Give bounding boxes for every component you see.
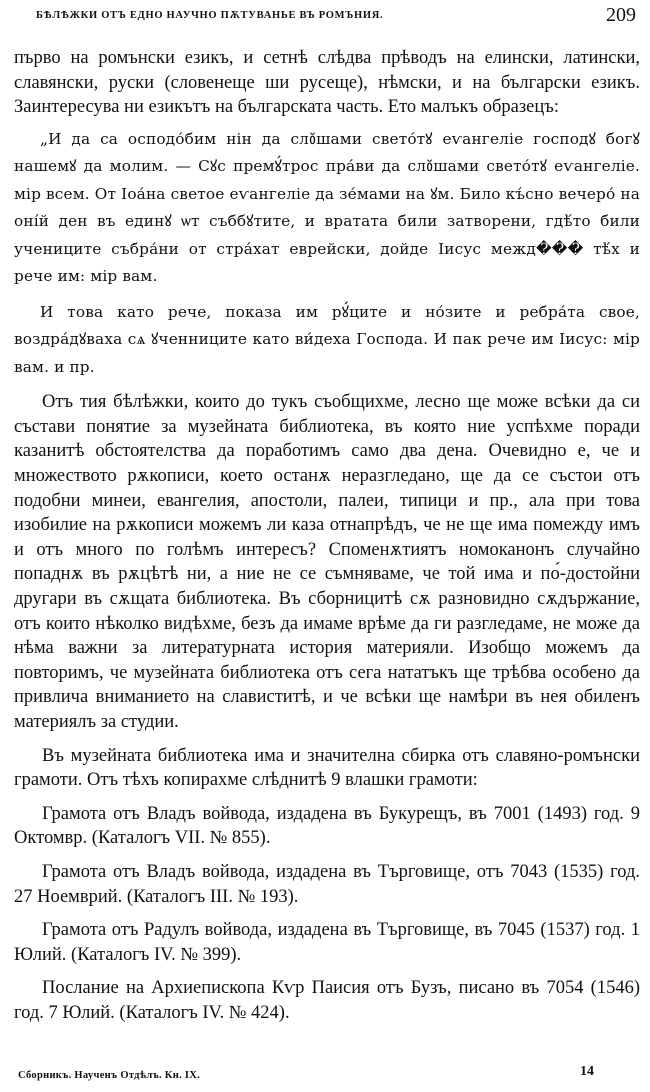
page-footer [0, 1064, 650, 1086]
sheet-number: 14 [580, 1064, 594, 1079]
page-number: 209 [606, 4, 636, 26]
body-text [14, 46, 640, 1026]
paragraph-charters: Въ музейната библиотека има и значителна сбирка отъ славяно-ромънски грамоти. Отъ тѣхъ копирахме слѣднитѣ 9 влашки грамоти: [14, 745, 640, 791]
running-head [0, 4, 650, 30]
quote-church-slavonic-2: И това като рече, показа им рꙋ́ците и но́зите и ребра́та свое, воздра́дꙋваха сѧ ꙋченниците като ви́деха Господа. И пак рече им Іисус: мір вам. и пр. [14, 302, 640, 376]
quote-church-slavonic-1: „И да са осподо́бим нін да слᲂ̆шами свето́тꙋ еѵангеліе господꙋ богꙋ нашемꙋ да молим. — Сꙋс премꙋ́трос пра́ви да слᲂ̆шами свето́тꙋ еѵангеліе. мір всем. От Іоа́на светое еѵангеліе да зе́мами на ꙋм. Било къ́сно вечеро́ на оні́й ден въ единꙋ ѡт съббꙋтите, и вратата били затворени, гдѣ́то били учениците събра́ни от стра́хат еврейски, дойде Іисус межд��� тѣ́х и рече им: мір вам. [14, 129, 640, 286]
charter-entry: Грамота отъ Владъ войвода, издадена въ Търговище, отъ 7043 (1535) год. 27 Ноемврий. (Каталогъ III. № 193). [14, 861, 640, 907]
footer-signature: Сборникъ. Наученъ Отдѣлъ. Кн. IX. [18, 1070, 201, 1081]
running-title: БѢЛѢЖКИ ОТЪ ЕДНО НАУЧНО ПѪТУВАНЬЕ ВЪ РОМЪНИЯ. [36, 10, 384, 21]
charter-entry: Грамота отъ Радулъ войвода, издадена въ Търговище, въ 7045 (1537) год. 1 Юлий. (Каталогъ IV. № 399). [14, 920, 640, 965]
charter-entry: Послание на Архиепископа Кѵр Паисия отъ Бузъ, писано въ 7054 (1546) год. 7 Юлий. (Каталогъ IV. № 424). [14, 978, 640, 1023]
paragraph-intro: първо на ромънски езикъ, и сетнѣ слѣдва прѣводъ на елински, латински, славянски, руски (словенеще ши русеще), нѣмски, и на български езикъ. Заинтересува ни езикътъ на българската часть. Ето малъкъ образецъ: [14, 48, 640, 118]
paragraph-library: Отъ тия бѣлѣжки, които до тукъ съобщихме, лесно ще може всѣки да си състави понятие за музейната библиотека, въ която ние успѣхме поради казанитѣ обстоятелства да поработимъ само два дена. Очевидно е, че и множеството рѫкописи, което останѫ неразгледано, ще да се състои отъ подобни минеи, евангелия, апостоли, палеи, типици и пр., ала при това изобилие на рѫкописи можемъ ли каза отнапрѣдъ, че не ще има помежду имъ и отъ много по голѣмъ интересъ? Споменѫтиятъ номоканонъ случайно попаднѫ въ рѫцѣтѣ ни, а ние не се съмняваме, че той има и по́-достойни другари въ сѫщата библиотека. Въ сборницитѣ сѫ разновидно сѫдържание, отъ които нѣколко видѣхме, безъ да имаме врѣме да ги разгледаме, не може да нѣма важни за литературната история материяли. Изобщо можемъ да повторимъ, че музейната библиотека отъ сега нататъкъ ще трѣбва особено да привлича вниманието на славиститѣ, и че всѣки ще намѣри въ нея обиленъ материялъ за студии. [14, 392, 640, 732]
charter-entry: Грамота отъ Владъ войвода, издадена въ Букурещъ, въ 7001 (1493) год. 9 Октомвр. (Каталогъ VII. № 855). [14, 803, 640, 849]
